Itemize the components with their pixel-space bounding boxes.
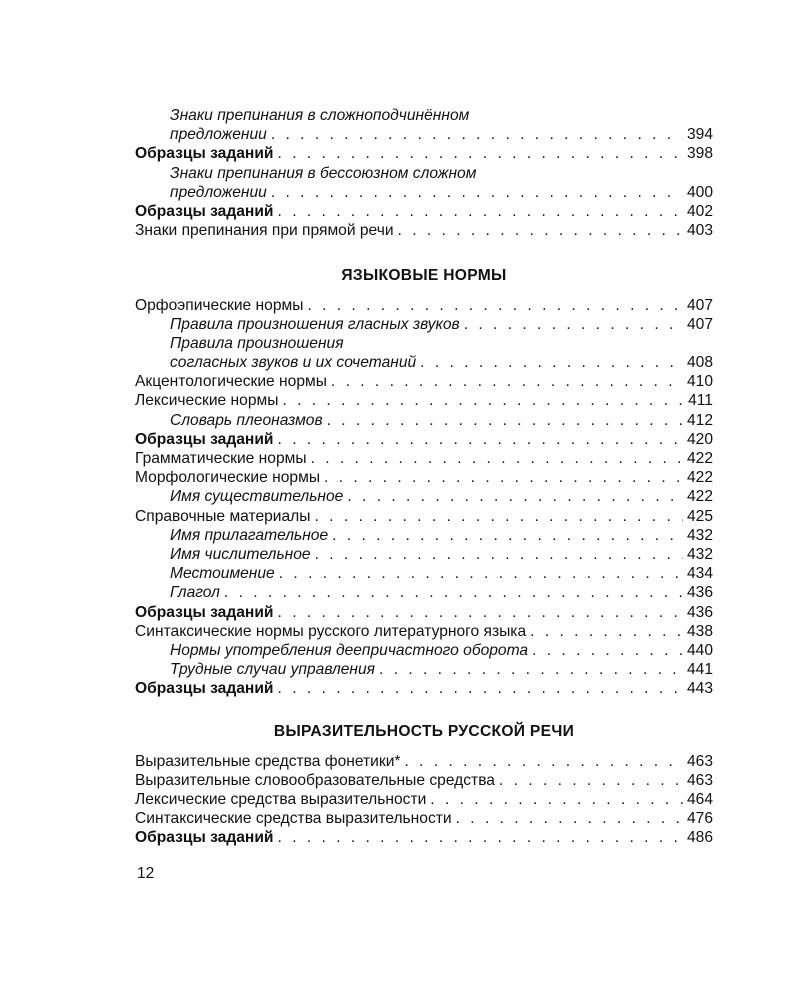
leader-dots — [398, 221, 683, 240]
toc-entry-title: Нормы употребления деепричастного оборота — [170, 641, 529, 659]
leader-dots — [315, 545, 683, 564]
toc-entry — [135, 411, 713, 430]
toc-entry-page: 410 — [686, 373, 713, 391]
toc-entry-page: 476 — [686, 810, 713, 828]
leader-dots — [331, 372, 683, 391]
leader-dots — [278, 679, 683, 698]
toc-entry — [135, 315, 713, 334]
toc-entry-page: 434 — [686, 565, 713, 583]
toc-entry — [135, 809, 713, 828]
toc-entry-title: предложении — [170, 183, 267, 201]
toc-entry-page: 402 — [686, 202, 713, 220]
toc-entry — [135, 468, 713, 487]
section-heading: ВЫРАЗИТЕЛЬНОСТЬ РУССКОЙ РЕЧИ — [273, 723, 575, 741]
leader-dots — [404, 752, 682, 771]
leader-dots — [224, 583, 683, 602]
leader-dots — [499, 771, 683, 790]
toc-entry-title: Морфологические нормы — [135, 469, 321, 487]
toc-entry-title: Справочные материалы — [135, 507, 311, 525]
toc-entry — [135, 660, 713, 679]
leader-dots — [311, 449, 683, 468]
leader-dots — [315, 507, 683, 526]
toc-entry — [135, 828, 713, 847]
toc-entry-page: 411 — [688, 392, 713, 410]
leader-dots — [464, 315, 683, 334]
toc-entry-title: Образцы заданий — [135, 829, 274, 847]
toc-entry-title: Знаки препинания при прямой речи — [135, 222, 394, 240]
toc-entry — [135, 526, 713, 545]
toc-entry — [135, 564, 713, 583]
leader-dots — [278, 430, 683, 449]
toc-entry-page: 432 — [686, 526, 713, 544]
leader-dots — [420, 353, 683, 372]
toc-entry-title: Правила произношения гласных звуков — [170, 315, 460, 333]
toc-entry-title: Грамматические нормы — [135, 450, 307, 467]
toc-entry-page: 438 — [686, 622, 713, 640]
toc-entry — [135, 622, 713, 641]
toc-entry-title: Лексические нормы — [135, 392, 279, 410]
leader-dots — [271, 183, 683, 202]
toc-entry-title: Имя прилагательное — [170, 526, 329, 544]
toc-entry — [135, 679, 713, 698]
leader-dots — [307, 296, 683, 315]
toc-entry — [135, 296, 713, 315]
toc-entry-page: 400 — [686, 183, 713, 201]
toc-entry-page: 422 — [686, 488, 713, 506]
toc-entry-page: 420 — [686, 430, 713, 448]
toc-entry — [135, 202, 713, 221]
leader-dots — [278, 828, 683, 847]
leader-dots — [278, 202, 683, 221]
toc-entry — [135, 752, 713, 771]
leader-dots — [332, 526, 683, 545]
toc-entry-line1: Знаки препинания в сложноподчинённом — [170, 107, 470, 124]
toc-entry — [135, 507, 713, 526]
toc-entry — [135, 144, 713, 163]
toc-entry — [135, 183, 713, 202]
toc-entry-title: Образцы заданий — [135, 603, 274, 621]
leader-dots — [278, 144, 683, 163]
leader-dots — [327, 411, 683, 430]
leader-dots — [324, 468, 683, 487]
toc-entry-page: 425 — [686, 507, 713, 525]
toc-entry-title: Образцы заданий — [135, 680, 274, 698]
leader-dots — [347, 487, 683, 506]
toc-entry — [135, 603, 713, 622]
toc-entry-title: Образцы заданий — [135, 430, 274, 448]
toc-entry-title: Глагол — [170, 584, 220, 602]
toc-entry-title: Лексические средства выразительности — [135, 791, 427, 808]
toc-entry — [135, 487, 713, 506]
toc-entry-title: Выразительные словообразовательные средства — [135, 771, 495, 789]
toc-entry-page: 463 — [686, 771, 713, 789]
leader-dots — [279, 564, 683, 583]
toc-entry-title: Имя существительное — [170, 488, 344, 506]
toc-entry-page: 422 — [686, 469, 713, 487]
toc-entry — [135, 372, 713, 391]
toc-entry-title: Акцентологические нормы — [135, 373, 327, 391]
toc-entry — [135, 771, 713, 790]
toc-entry-line1: Знаки препинания в бессоюзном сложном — [170, 164, 477, 182]
toc-entry — [135, 583, 713, 602]
toc-entry-title: предложении — [170, 126, 267, 144]
leader-dots — [271, 125, 683, 144]
toc-entry-title: Выразительные средства фонетики* — [135, 752, 401, 770]
toc-entry-title: Синтаксические средства выразительности — [135, 810, 452, 828]
toc-entry — [135, 545, 713, 564]
toc-entry-title: Трудные случаи управления — [170, 661, 375, 679]
leader-dots — [379, 660, 683, 679]
toc-entry — [135, 391, 713, 410]
toc-entry — [135, 430, 713, 449]
toc-entry-title: Образцы заданий — [135, 145, 274, 163]
toc-entry-title: Синтаксические нормы русского литературного языка — [135, 622, 527, 640]
leader-dots — [532, 641, 683, 660]
toc-entry-page: 436 — [686, 584, 713, 602]
toc-entry-line1: Правила произношения — [170, 334, 344, 352]
toc-entry-title: Образцы заданий — [135, 202, 274, 220]
toc-entry-title: Орфоэпические нормы — [135, 296, 304, 314]
toc-entry-page: 398 — [686, 145, 713, 163]
page-number: 12 — [137, 865, 155, 882]
toc-entry-page: 432 — [686, 545, 713, 563]
toc-entry-page: 464 — [686, 791, 713, 808]
toc-entry-page: 440 — [686, 641, 713, 659]
toc-entry-page: 407 — [686, 315, 713, 333]
toc-entry-page: 436 — [686, 603, 713, 621]
toc-entry — [135, 641, 713, 660]
toc-entry-title: Местоимение — [170, 565, 275, 583]
toc-entry-page: 403 — [686, 222, 713, 240]
toc-entry-title: согласных звуков и их сочетаний — [170, 354, 417, 372]
toc-entry-page: 486 — [686, 829, 713, 847]
toc-entry-page: 463 — [686, 752, 713, 770]
toc-entry-page: 408 — [686, 354, 713, 372]
toc-entry-page: 407 — [686, 296, 713, 314]
table-of-contents — [135, 106, 713, 848]
toc-entry — [135, 449, 713, 468]
leader-dots — [456, 809, 683, 828]
toc-entry — [135, 353, 713, 372]
toc-entry — [135, 790, 713, 809]
leader-dots — [282, 391, 684, 410]
toc-entry-page: 441 — [686, 661, 713, 679]
toc-entry-page: 422 — [686, 450, 713, 467]
section-heading: ЯЗЫКОВЫЕ НОРМЫ — [341, 267, 507, 285]
leader-dots — [430, 790, 683, 809]
toc-entry-page: 412 — [686, 411, 713, 429]
toc-entry — [135, 221, 713, 240]
toc-entry-page: 443 — [686, 680, 713, 698]
toc-entry-page: 394 — [686, 126, 713, 144]
toc-entry-title: Словарь плеоназмов — [170, 411, 323, 429]
leader-dots — [530, 622, 683, 641]
toc-entry — [135, 125, 713, 144]
toc-entry-title: Имя числительное — [170, 545, 311, 563]
leader-dots — [278, 603, 683, 622]
